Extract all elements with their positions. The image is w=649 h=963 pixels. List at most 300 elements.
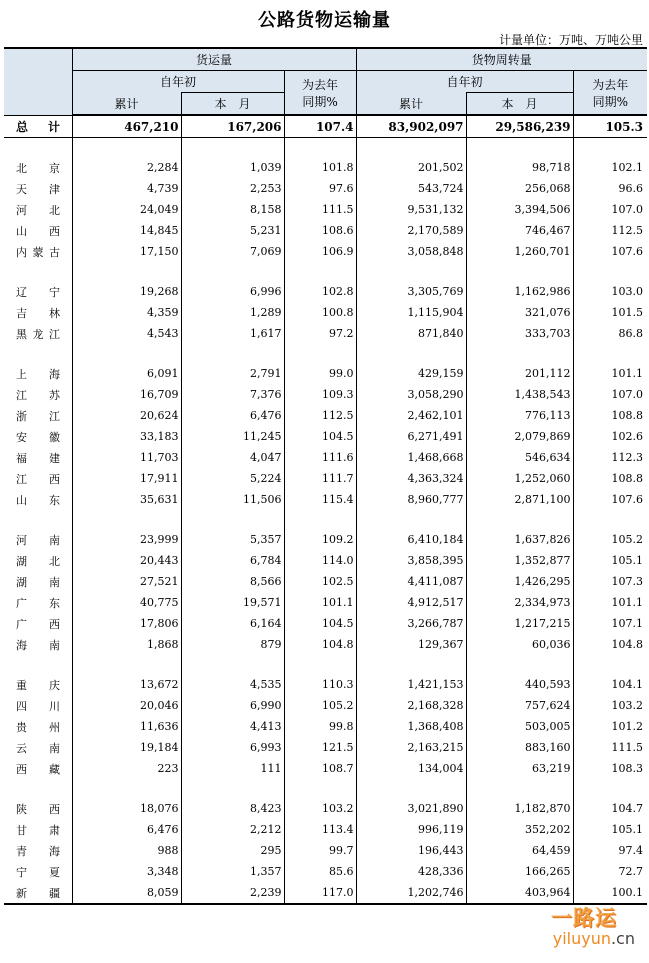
region-name-text: 宁夏: [16, 865, 60, 879]
freight-ytd-cell: 11,703: [72, 447, 181, 468]
spacer-cell: [4, 779, 72, 798]
freight-ytd-cell: 6,476: [72, 819, 181, 840]
turnover-yoy-cell: 103.2: [611, 699, 644, 712]
turnover-yoy-cell: 105.1: [611, 554, 644, 567]
region-name: [4, 489, 72, 510]
region-name-text: 浙江: [16, 409, 60, 423]
region-name-text: 西藏: [16, 762, 60, 776]
freight-ytd-cell: 3,348: [72, 861, 181, 882]
region-name: [4, 634, 72, 655]
turnover-ytd-header: 自年初: [356, 71, 573, 93]
watermark-url-tld: .cn: [610, 929, 635, 948]
region-name: [4, 468, 72, 489]
freight-month-cell: 6,990: [181, 695, 284, 716]
region-name: [4, 758, 72, 779]
freight-ytd-cell: 13,672: [72, 674, 181, 695]
table-row: [4, 550, 647, 571]
table-row: [4, 613, 647, 634]
spacer-cell: [284, 262, 356, 281]
region-name: [4, 384, 72, 405]
region-name: [4, 157, 72, 178]
freight-yoy-cell: 104.8: [284, 634, 356, 655]
spacer-cell: [466, 655, 573, 674]
turnover-yoy-cell: 105.3: [573, 115, 647, 138]
freight-yoy-cell: 108.6: [284, 220, 356, 241]
region-name-text: 天津: [16, 182, 60, 196]
turnover-yoy-cell: 101.2: [611, 720, 644, 733]
table-row: [4, 199, 647, 220]
freight-yoy-cell: 99.8: [284, 716, 356, 737]
region-name: [4, 529, 72, 550]
region-name-text: 辽宁: [16, 285, 60, 299]
spacer-cell: [573, 344, 647, 363]
freight-month-cell: 7,376: [181, 384, 284, 405]
watermark-logo: 一路运: [551, 906, 617, 930]
freight-ytd-cell: 23,999: [72, 529, 181, 550]
freight-month-cell: 5,357: [181, 529, 284, 550]
freight-month-cell: 111: [181, 758, 284, 779]
table-row: [4, 592, 647, 613]
turnover-month-cell: 1,260,701: [466, 241, 573, 262]
table-row: [4, 674, 647, 695]
turnover-ytd-cell: 83,902,097: [356, 115, 466, 138]
freight-yoy-cell: 121.5: [284, 737, 356, 758]
region-name-text: 湖南: [16, 575, 60, 589]
region-name: [4, 571, 72, 592]
table-row: [4, 241, 647, 262]
freight-ytd-cell: 988: [72, 840, 181, 861]
turnover-yoy-cell: 107.6: [611, 245, 644, 258]
freight-ytd-cell: 16,709: [72, 384, 181, 405]
turnover-ytd-cell: 3,858,395: [356, 550, 466, 571]
turnover-month-cell: 256,068: [466, 178, 573, 199]
turnover-yoy-cell: 108.8: [611, 472, 644, 485]
turnover-ytd-cell: 3,266,787: [356, 613, 466, 634]
turnover-ytd-cell: 4,912,517: [356, 592, 466, 613]
turnover-month-cell: 2,334,973: [466, 592, 573, 613]
turnover-ytd-cell: 4,411,087: [356, 571, 466, 592]
table-row: [4, 426, 647, 447]
region-name-text: 江西: [16, 472, 60, 486]
turnover-yoy-cell: 105.1: [611, 823, 644, 836]
freight-yoy-cell: 97.6: [284, 178, 356, 199]
freight-yoy-cell: 111.6: [284, 447, 356, 468]
freight-month-cell: 4,047: [181, 447, 284, 468]
turnover-month-cell: 2,871,100: [466, 489, 573, 510]
freight-month-cell: 295: [181, 840, 284, 861]
turnover-yoy-cell: 104.7: [611, 802, 644, 815]
table-row: [4, 405, 647, 426]
freight-yoy-cell: 100.8: [284, 302, 356, 323]
turnover-ytd-cell: 201,502: [356, 157, 466, 178]
spacer-cell: [284, 344, 356, 363]
region-name: [4, 281, 72, 302]
turnover-month-cell: 746,467: [466, 220, 573, 241]
turnover-yoy-header: [573, 71, 647, 116]
region-name: [4, 115, 72, 138]
turnover-yoy-cell: 112.3: [611, 451, 644, 464]
freight-yoy-cell: 101.8: [284, 157, 356, 178]
region-name: [4, 737, 72, 758]
turnover-yoy-cell: 86.8: [618, 327, 644, 340]
turnover-yoy-cell: 96.6: [618, 182, 644, 195]
turnover-month-cell: 1,438,543: [466, 384, 573, 405]
freight-yoy-cell: 108.7: [284, 758, 356, 779]
turnover-ytd-cell: 871,840: [356, 323, 466, 344]
freight-ytd-cell: 20,443: [72, 550, 181, 571]
spacer-cell: [356, 655, 466, 674]
region-name-text: 贵州: [16, 720, 60, 734]
spacer-cell: [466, 262, 573, 281]
freight-yoy-cell: 113.4: [284, 819, 356, 840]
freight-ytd-cell: 17,150: [72, 241, 181, 262]
table-row: [4, 798, 647, 819]
region-name-text: 福建: [16, 451, 60, 465]
turnover-month-cell: 333,703: [466, 323, 573, 344]
turnover-header: 货物周转量: [356, 48, 647, 71]
region-name-text: 云南: [16, 741, 60, 755]
turnover-month-cell: 883,160: [466, 737, 573, 758]
freight-yoy-cell: 102.5: [284, 571, 356, 592]
freight-yoy-cell: 99.7: [284, 840, 356, 861]
turnover-ytd-cell: 2,462,101: [356, 405, 466, 426]
turnover-month-cell: 60,036: [466, 634, 573, 655]
turnover-yoy-cell: 108.3: [611, 762, 644, 775]
freight-yoy-cell: 104.5: [284, 426, 356, 447]
spacer-cell: [72, 262, 181, 281]
turnover-month-cell: 29,586,239: [466, 115, 573, 138]
region-name-text: 四川: [16, 699, 60, 713]
spacer-row: [4, 262, 647, 281]
spacer-cell: [573, 779, 647, 798]
region-name-text: 河北: [16, 203, 60, 217]
region-name-text: 吉林: [16, 306, 60, 320]
freight-ytd-cell: 467,210: [72, 115, 181, 138]
turnover-month-header: 本 月: [466, 93, 573, 116]
freight-month-cell: 1,289: [181, 302, 284, 323]
turnover-month-cell: 1,217,215: [466, 613, 573, 634]
turnover-yoy-cell: 108.8: [611, 409, 644, 422]
region-name: [4, 550, 72, 571]
freight-header: 货运量: [72, 48, 356, 71]
turnover-ytd-cell: 3,058,848: [356, 241, 466, 262]
region-name-text: 上海: [16, 367, 60, 381]
freight-month-cell: 1,039: [181, 157, 284, 178]
region-name: [4, 178, 72, 199]
freight-yoy-cell: 106.9: [284, 241, 356, 262]
stub-header: [4, 48, 72, 115]
freight-month-cell: 1,617: [181, 323, 284, 344]
spacer-cell: [181, 262, 284, 281]
table-row: [4, 363, 647, 384]
turnover-ytd-cell: 428,336: [356, 861, 466, 882]
turnover-month-cell: 776,113: [466, 405, 573, 426]
turnover-yoy-cell: 104.8: [611, 638, 644, 651]
region-name-text: 湖北: [16, 554, 60, 568]
spacer-cell: [466, 779, 573, 798]
table-row: [4, 384, 647, 405]
turnover-yoy-line2: 同期%: [592, 94, 628, 109]
turnover-yoy-cell: 111.5: [611, 741, 644, 754]
region-name: [4, 302, 72, 323]
freight-yoy-cell: 111.5: [284, 199, 356, 220]
freight-yoy-cell: 115.4: [284, 489, 356, 510]
page-title: 公路货物运输量: [258, 10, 391, 31]
region-name-text: 内蒙古: [16, 245, 60, 259]
table-row: [4, 468, 647, 489]
freight-month-header: 本 月: [181, 93, 284, 116]
turnover-ytd-cell: 9,531,132: [356, 199, 466, 220]
turnover-ytd-cell: 196,443: [356, 840, 466, 861]
region-name-text: 陕西: [16, 802, 60, 816]
region-name: [4, 363, 72, 384]
turnover-yoy-cell: 102.6: [611, 430, 644, 443]
freight-yoy-cell: 105.2: [284, 695, 356, 716]
freight-ytd-cell: 4,359: [72, 302, 181, 323]
spacer-row: [4, 510, 647, 529]
freight-month-cell: 4,535: [181, 674, 284, 695]
region-name: [4, 447, 72, 468]
table-row: [4, 819, 647, 840]
freight-month-cell: 2,791: [181, 363, 284, 384]
freight-month-cell: 6,996: [181, 281, 284, 302]
freight-ytd-cell: 4,739: [72, 178, 181, 199]
turnover-month-cell: 403,964: [466, 882, 573, 904]
freight-month-cell: 5,231: [181, 220, 284, 241]
freight-ytd-cell: 8,059: [72, 882, 181, 904]
freight-ytd-cell: 2,284: [72, 157, 181, 178]
region-name: [4, 220, 72, 241]
spacer-row: [4, 779, 647, 798]
freight-yoy-cell: 102.8: [284, 281, 356, 302]
spacer-row: [4, 138, 647, 158]
table-body: [4, 115, 647, 904]
region-name: [4, 426, 72, 447]
freight-ytd-cell: 33,183: [72, 426, 181, 447]
turnover-ytd-cell: 8,960,777: [356, 489, 466, 510]
table-row: [4, 634, 647, 655]
turnover-ytd-cell: 3,058,290: [356, 384, 466, 405]
spacer-cell: [284, 510, 356, 529]
turnover-month-cell: 3,394,506: [466, 199, 573, 220]
freight-month-cell: 8,423: [181, 798, 284, 819]
region-name: [4, 695, 72, 716]
freight-month-cell: 2,239: [181, 882, 284, 904]
freight-month-cell: 8,566: [181, 571, 284, 592]
freight-ytd-cell: 17,911: [72, 468, 181, 489]
table-row: [4, 840, 647, 861]
region-name: [4, 716, 72, 737]
turnover-ytd-cell: 6,271,491: [356, 426, 466, 447]
turnover-month-cell: 352,202: [466, 819, 573, 840]
region-name-text: 江苏: [16, 388, 60, 402]
spacer-cell: [356, 510, 466, 529]
spacer-cell: [573, 138, 647, 158]
freight-ytd-cell: 20,046: [72, 695, 181, 716]
region-name-text: 新疆: [16, 886, 60, 900]
spacer-cell: [181, 779, 284, 798]
turnover-yoy-cell: 112.5: [611, 224, 644, 237]
spacer-cell: [573, 262, 647, 281]
turnover-ytd-cell: 2,163,215: [356, 737, 466, 758]
freight-ytd-header: 自年初: [72, 71, 284, 93]
region-name-text: 总 计: [16, 119, 60, 134]
freight-yoy-cell: 111.7: [284, 468, 356, 489]
freight-month-cell: 11,506: [181, 489, 284, 510]
spacer-cell: [181, 510, 284, 529]
turnover-ytd-cell: 2,170,589: [356, 220, 466, 241]
freight-yoy-cell: 85.6: [284, 861, 356, 882]
region-name: [4, 840, 72, 861]
spacer-row: [4, 655, 647, 674]
region-name: [4, 861, 72, 882]
spacer-cell: [466, 344, 573, 363]
turnover-ytd-cell: 3,021,890: [356, 798, 466, 819]
turnover-yoy-cell: 100.1: [573, 882, 647, 904]
freight-ytd-cell: 14,845: [72, 220, 181, 241]
freight-table: [4, 47, 647, 905]
turnover-yoy-cell: 105.2: [611, 533, 644, 546]
turnover-ytd-cell: 134,004: [356, 758, 466, 779]
freight-ytd-cell: 17,806: [72, 613, 181, 634]
freight-yoy-cell: 103.2: [284, 798, 356, 819]
freight-yoy-header: [284, 71, 356, 116]
region-name-text: 北京: [16, 161, 60, 175]
region-name-text: 山东: [16, 493, 60, 507]
freight-yoy-line1: 为去年: [302, 77, 339, 92]
total-row: [4, 115, 647, 138]
turnover-month-cell: 1,182,870: [466, 798, 573, 819]
turnover-month-cell: 321,076: [466, 302, 573, 323]
region-name: [4, 613, 72, 634]
region-name-text: 海南: [16, 638, 60, 652]
region-name: [4, 323, 72, 344]
spacer-cell: [356, 779, 466, 798]
spacer-cell: [466, 138, 573, 158]
watermark: [475, 902, 635, 954]
turnover-ytd-cell: 996,119: [356, 819, 466, 840]
turnover-yoy-cell: 101.5: [611, 306, 644, 319]
freight-ytd-cell: 19,184: [72, 737, 181, 758]
freight-month-cell: 1,357: [181, 861, 284, 882]
freight-ytd-cell: 27,521: [72, 571, 181, 592]
turnover-yoy-cell: 107.6: [611, 493, 644, 506]
turnover-month-cell: 757,624: [466, 695, 573, 716]
spacer-cell: [72, 655, 181, 674]
table-row: [4, 178, 647, 199]
region-name-text: 黑龙江: [16, 327, 60, 341]
freight-ytd-cell: 6,091: [72, 363, 181, 384]
turnover-yoy-cell: 97.4: [618, 844, 644, 857]
turnover-ytd-cell: 1,368,408: [356, 716, 466, 737]
turnover-ytd-cell: 1,115,904: [356, 302, 466, 323]
turnover-yoy-cell: 107.0: [611, 388, 644, 401]
region-name-text: 甘肃: [16, 823, 60, 837]
turnover-ytd-cell: 6,410,184: [356, 529, 466, 550]
freight-month-cell: 2,253: [181, 178, 284, 199]
table-row: [4, 489, 647, 510]
freight-month-cell: 11,245: [181, 426, 284, 447]
freight-month-cell: 6,784: [181, 550, 284, 571]
spacer-cell: [72, 779, 181, 798]
table-row: [4, 281, 647, 302]
spacer-cell: [356, 262, 466, 281]
freight-month-cell: 6,993: [181, 737, 284, 758]
table-row: [4, 758, 647, 779]
freight-month-cell: 879: [181, 634, 284, 655]
table-row: [4, 861, 647, 882]
spacer-cell: [4, 510, 72, 529]
table-row: [4, 220, 647, 241]
region-name-text: 重庆: [16, 678, 60, 692]
freight-yoy-cell: 101.1: [284, 592, 356, 613]
freight-yoy-cell: 97.2: [284, 323, 356, 344]
freight-ytd-cell: 18,076: [72, 798, 181, 819]
table-row: [4, 737, 647, 758]
table-row: [4, 157, 647, 178]
turnover-yoy-cell: 102.1: [611, 161, 644, 174]
spacer-cell: [4, 655, 72, 674]
unit-note: 计量单位：万吨、万吨公里: [498, 33, 643, 47]
turnover-yoy-cell: 104.1: [611, 678, 644, 691]
region-name: [4, 882, 72, 904]
spacer-cell: [466, 510, 573, 529]
spacer-row: [4, 344, 647, 363]
turnover-yoy-cell: 107.3: [611, 575, 644, 588]
turnover-ytd-cell: 543,724: [356, 178, 466, 199]
spacer-cell: [284, 655, 356, 674]
freight-month-cell: 6,164: [181, 613, 284, 634]
freight-month-cell: 6,476: [181, 405, 284, 426]
region-name-text: 山西: [16, 224, 60, 238]
spacer-cell: [181, 138, 284, 158]
freight-ytd-cum-header: 累计: [72, 93, 181, 116]
freight-month-cell: 167,206: [181, 115, 284, 138]
turnover-month-cell: 440,593: [466, 674, 573, 695]
freight-month-cell: 5,224: [181, 468, 284, 489]
turnover-month-cell: 201,112: [466, 363, 573, 384]
freight-ytd-cell: 1,868: [72, 634, 181, 655]
freight-ytd-cell: 20,624: [72, 405, 181, 426]
turnover-yoy-cell: 101.1: [611, 367, 644, 380]
table-row: [4, 695, 647, 716]
turnover-ytd-cell: 1,468,668: [356, 447, 466, 468]
region-name: [4, 199, 72, 220]
turnover-month-cell: 64,459: [466, 840, 573, 861]
watermark-url: [553, 929, 635, 948]
region-name: [4, 798, 72, 819]
table-row: [4, 323, 647, 344]
freight-yoy-line2: 同期%: [302, 94, 338, 109]
spacer-cell: [4, 262, 72, 281]
turnover-yoy-line1: 为去年: [592, 77, 629, 92]
region-name-text: 河南: [16, 533, 60, 547]
table-row: [4, 302, 647, 323]
turnover-month-cell: 2,079,869: [466, 426, 573, 447]
turnover-yoy-cell: 107.0: [611, 203, 644, 216]
freight-yoy-cell: 109.2: [284, 529, 356, 550]
spacer-cell: [356, 344, 466, 363]
spacer-cell: [181, 344, 284, 363]
freight-yoy-cell: 117.0: [284, 882, 356, 904]
region-name: [4, 405, 72, 426]
region-name: [4, 592, 72, 613]
turnover-month-cell: 1,162,986: [466, 281, 573, 302]
freight-yoy-cell: 112.5: [284, 405, 356, 426]
freight-yoy-cell: 107.4: [284, 115, 356, 138]
spacer-cell: [4, 344, 72, 363]
region-name: [4, 241, 72, 262]
